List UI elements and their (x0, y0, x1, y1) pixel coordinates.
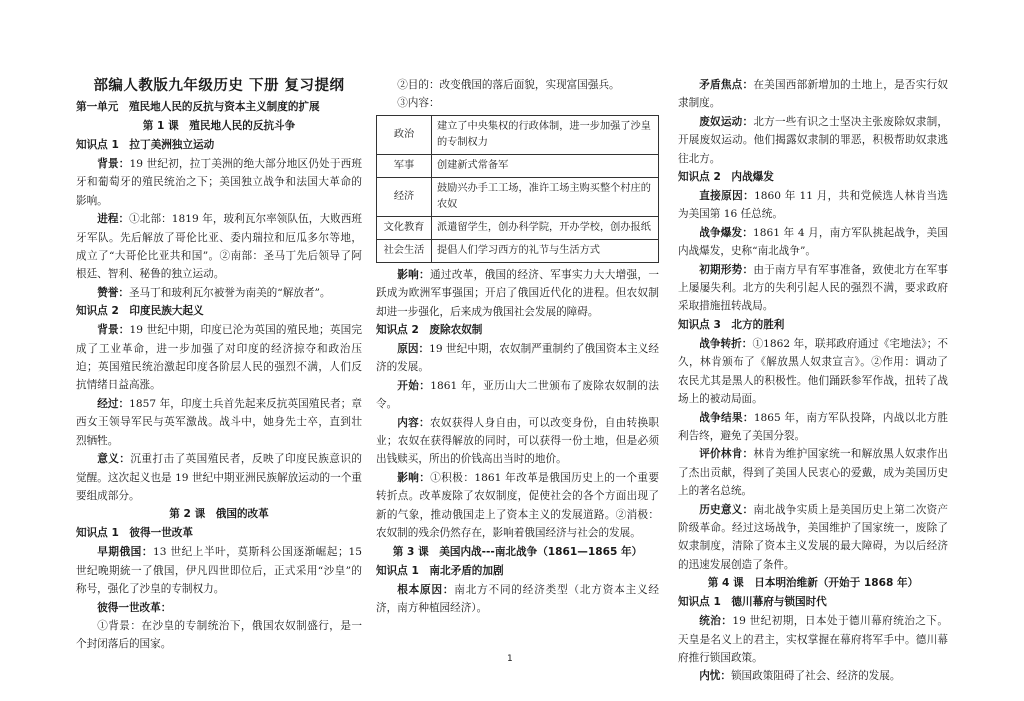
text: 圣马丁和玻利瓦尔被誉为南美的“解放者”。 (128, 286, 331, 299)
knowledge-point-heading: 知识点 1 南北矛盾的加剧 (376, 564, 504, 577)
label: 根本原因： (397, 583, 455, 596)
text: ①北部：1819 年，玻利瓦尔率领队伍，大败西班牙军队。先后解放了哥伦比亚、委内瑞拉和厄瓜多尔等地，成立了“大哥伦比亚共和国”。②南部：圣马丁先后领导了阿根廷、智利、秘鲁的独立运动。 (76, 213, 363, 281)
paragraph (376, 266, 659, 321)
knowledge-point-heading: 知识点 2 印度民族大起义 (76, 305, 204, 318)
label: 原因： (397, 343, 430, 356)
paragraph (678, 612, 948, 667)
column-left (76, 76, 362, 654)
sub-heading: 彼得一世改革： (97, 601, 172, 614)
document-title: 部编人教版九年级历史 下册 复习提纲 (93, 78, 345, 94)
label: 战争转折： (699, 337, 753, 350)
paragraph (76, 543, 362, 598)
table-cell-content: 建立了中央集权的行政体制，进一步加强了沙皇的专制权力 (432, 115, 659, 154)
table-cell-content: 提倡人们学习西方的礼节与生活方式 (432, 239, 659, 262)
text: 1861 年 4 月，南方军队挑起战争，美国内战爆发，史称“南北战争”。 (678, 226, 948, 258)
paragraph (678, 409, 948, 446)
text: 19 世纪初，拉丁美洲的绝大部分地区仍处于西班牙和葡萄牙的殖民统治之下；美国独立战争和法国大革命的影响。 (76, 158, 362, 207)
label: 废奴运动： (699, 115, 754, 128)
lesson-4-heading: 第 4 课 日本明治维新（开始于 1868 年） (707, 577, 919, 590)
knowledge-point-heading: 知识点 3 北方的胜利 (678, 318, 785, 331)
table-row (377, 154, 659, 177)
text: 农奴获得人身自由，可以改变身份，自由转换职业；农奴在获得解放的同时，可以获得一份土地，但是必须出钱赎买，所出的价钱高出当时的地价。 (376, 416, 660, 466)
text: 1857 年，印度土兵首先起来反抗英国殖民者；章西女王领导军民与英军激战。战斗中，她身先士卒，直到壮烈牺牲。 (76, 397, 363, 447)
table-cell-area: 社会生活 (377, 239, 432, 262)
paragraph (76, 321, 362, 395)
text: 在美国西部新增加的土地上，是否实行奴隶制度。 (678, 79, 948, 110)
paragraph (678, 501, 948, 575)
label: 直接原因： (699, 190, 755, 203)
paragraph (76, 450, 362, 505)
table-row (377, 177, 659, 216)
paragraph: ①背景：在沙皇的专制统治下，俄国农奴制盛行，是一个封闭落后的国家。 (76, 619, 362, 651)
text: 1861 年，亚历山大二世颁布了废除农奴制的法令。 (376, 379, 660, 411)
paragraph: ②目的：改变俄国的落后面貌，实现富国强兵。 (397, 79, 620, 91)
knowledge-point-heading: 知识点 2 内战爆发 (678, 171, 774, 184)
lesson-3-heading: 第 3 课 美国内战---南北战争（1861—1865 年） (392, 545, 643, 558)
paragraph (376, 377, 659, 414)
paragraph (376, 414, 659, 469)
paragraph (376, 340, 659, 377)
label: 背景： (97, 324, 130, 337)
text: 19 世纪中期，印度已沦为英国的殖民地；英国完成了工业革命，进一步加强了对印度的经济掠夺和政治压迫；英国殖民统治激起印度各阶层人民的强烈不满，人们反抗情绪日益高涨。 (76, 324, 362, 392)
paragraph (678, 261, 948, 316)
text: 林肯为维护国家统一和解放黑人奴隶作出了杰出贡献，得到了美国人民衷心的爱戴，成为美国历史上的著名总统。 (678, 448, 948, 498)
column-right (678, 76, 948, 686)
label: 初期形势： (699, 263, 754, 276)
label: 战争结果： (699, 411, 754, 424)
paragraph (678, 667, 948, 685)
label: 意义： (97, 453, 131, 466)
label: 内忧： (699, 670, 731, 683)
knowledge-point-heading: 知识点 1 拉丁美洲独立运动 (76, 139, 215, 151)
label: 影响： (397, 471, 431, 484)
paragraph (678, 76, 948, 113)
text: 南北方不同的经济类型（北方资本主义经济，南方种植园经济）。 (376, 583, 660, 614)
page-number: 1 (507, 654, 513, 664)
label: 矛盾焦点： (699, 79, 754, 91)
reform-table (376, 115, 659, 263)
table-row (377, 216, 659, 239)
label: 开始： (397, 379, 431, 392)
table-row (377, 115, 659, 154)
label: 评价林肯： (699, 448, 754, 461)
label: 内容： (397, 416, 430, 429)
table-cell-area: 文化教育 (377, 216, 432, 239)
text: 19 世纪中期，农奴制严重制约了俄国资本主义经济的发展。 (376, 343, 659, 374)
label: 背景： (97, 158, 130, 170)
paragraph (76, 395, 362, 450)
label: 赞誉： (97, 286, 129, 299)
paragraph (678, 113, 948, 168)
paragraph (76, 284, 362, 302)
text: 由于南方早有军事准备，致使北方在军事上屡屡失利。北方的失利引起人民的强烈不满，要求政府采取措施扭转战局。 (678, 263, 948, 313)
lesson-2-heading: 第 2 课 俄国的改革 (169, 508, 269, 521)
label: 统治： (699, 615, 733, 628)
label: 进程： (97, 213, 130, 226)
paragraph (678, 445, 948, 500)
column-middle (376, 76, 659, 617)
text: 锁国政策阻碍了社会、经济的发展。 (730, 670, 901, 683)
paragraph (76, 210, 362, 284)
text: 南北战争实质上是美国历史上第二次资产阶级革命。经过这场战争，美国维护了国家统一，废除了奴隶制度，清除了资本主义发展的最大障碍，为以后经济的迅速发展创造了条件。 (678, 503, 948, 571)
label: 影响： (397, 268, 430, 281)
paragraph (678, 224, 948, 261)
table-cell-area: 政治 (377, 115, 432, 154)
paragraph: ③内容： (397, 97, 440, 110)
text: ①积极：1861 年改革是俄国历史上的一个重要转折点。改革废除了农奴制度，促使社会的各个方面出现了新的气象，推动俄国走上了资本主义的发展道路。②消极：农奴制的残余仍然存在，影响着俄国经济与社会的发展。 (376, 471, 660, 540)
text: 通过改革，俄国的经济、军事实力大大增强，一跃成为欧洲军事强国；开启了俄国近代化的进程。但农奴制却进一步强化，后来成为俄国社会发展的障碍。 (376, 268, 660, 318)
table-cell-area: 经济 (377, 177, 432, 216)
text: 19 世纪初期，日本处于德川幕府统治之下。天皇是名义上的君主，实权掌握在幕府将军手中。德川幕府推行锁国政策。 (678, 615, 948, 664)
text: 1860 年 11 月，共和党候选人林肯当选为美国第 16 任总统。 (678, 190, 949, 221)
table-cell-content: 创建新式常备军 (432, 154, 659, 177)
paragraph (76, 155, 362, 210)
table-cell-content: 鼓励兴办手工工场，准许工场主购买整个村庄的农奴 (432, 177, 659, 216)
lesson-1-heading: 第 1 课 殖民地人民的反抗斗争 (142, 120, 296, 132)
table-cell-area: 军事 (377, 154, 432, 177)
table-row (377, 239, 659, 262)
label: 经过： (97, 397, 130, 410)
knowledge-point-heading: 知识点 1 彼得一世改革 (76, 527, 193, 540)
knowledge-point-heading: 知识点 1 德川幕府与锁国时代 (678, 596, 827, 609)
text: 沉重打击了英国殖民者，反映了印度民族意识的觉醒。这次起义也是 19 世纪中期亚洲民族解放运动的一个重要组成部分。 (76, 453, 363, 502)
text: 北方一些有识之士坚决主张废除奴隶制，开展废奴运动。他们揭露奴隶制的罪恶，积极帮助奴隶逃往北方。 (678, 115, 948, 165)
unit-heading: 第一单元 殖民地人民的反抗与资本主义制度的扩展 (76, 101, 320, 113)
paragraph (678, 187, 948, 224)
text: 13 世纪上半叶，莫斯科公国逐渐崛起；15 世纪晚期統一了俄国，伊凡四世即位后，正式采用“沙皇”的称号，强化了沙皇的专制权力。 (76, 546, 363, 596)
paragraph (376, 469, 659, 543)
table-cell-content: 派遣留学生，创办科学院，开办学校，创办报纸 (432, 216, 659, 239)
label: 历史意义： (699, 503, 754, 516)
text: 1865 年，南方军队投降，内战以北方胜利告终，避免了美国分裂。 (678, 411, 949, 442)
text: ①1862 年，联邦政府通过《宅地法》；不久，林肯颁布了《解放黑人奴隶宣言》。②作用：调动了农民尤其是黑人的积极性。他们踊跃参军作战，扭转了战场上的被动局面。 (678, 337, 948, 406)
knowledge-point-heading: 知识点 2 废除农奴制 (376, 324, 483, 337)
paragraph (376, 581, 659, 618)
paragraph (678, 335, 948, 409)
label: 早期俄国： (97, 546, 154, 559)
label: 战争爆发： (699, 226, 754, 239)
